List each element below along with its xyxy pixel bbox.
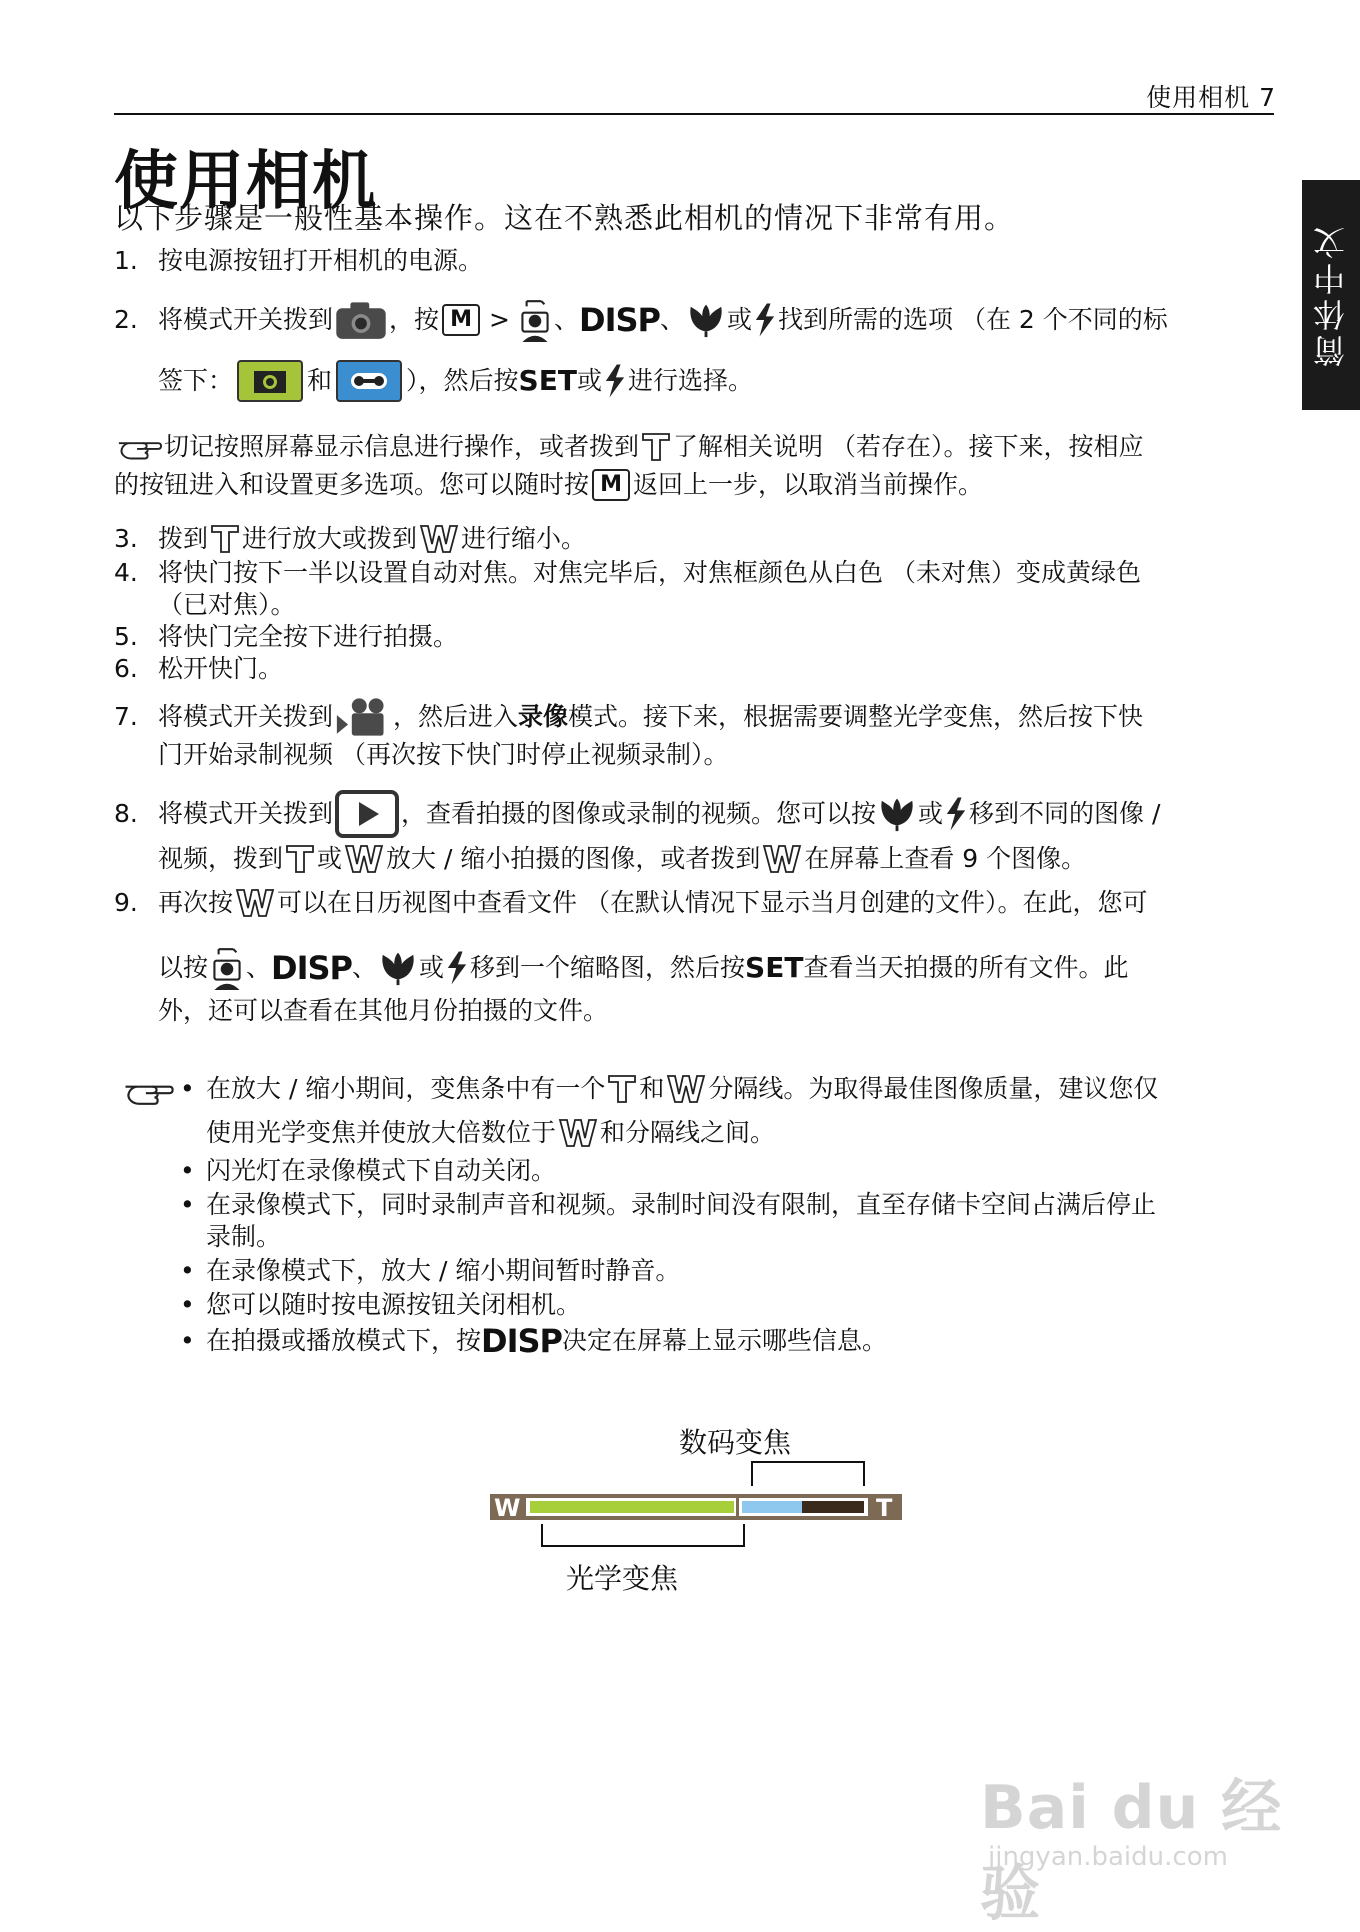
step-5 bbox=[114, 620, 458, 654]
step-text: 将快门完全按下进行拍摄。 bbox=[158, 622, 459, 651]
flash-icon bbox=[945, 797, 967, 831]
step-text: 以按 bbox=[158, 953, 209, 982]
macro-flower-icon bbox=[687, 302, 725, 338]
step-text: 找到所需的选项 （在 2 个不同的标 bbox=[778, 305, 1168, 334]
digital-zoom-bracket bbox=[752, 1462, 864, 1486]
step-text: 模式。接下来，根据需要调整光学变焦，然后按下快 bbox=[568, 702, 1144, 731]
step-number: 1. bbox=[114, 246, 138, 275]
step-text: 查看当天拍摄的所有文件。此 bbox=[803, 953, 1129, 982]
watermark-brand: Bai du 经验 bbox=[980, 1773, 1283, 1929]
zoom-bar-diagram bbox=[490, 1420, 910, 1600]
step-6 bbox=[114, 652, 283, 686]
step-text: 将模式开关拨到 bbox=[158, 702, 334, 731]
step-text: 进行放大或拨到 bbox=[242, 524, 418, 553]
zoom-t-label: T bbox=[876, 1494, 893, 1522]
note-1-line-1 bbox=[114, 430, 1143, 464]
language-tab-label: 简体中文 bbox=[1312, 223, 1350, 367]
flash-icon bbox=[604, 364, 626, 398]
tip-3-continued bbox=[206, 1220, 281, 1254]
step-text: 将模式开关拨到 bbox=[158, 799, 334, 828]
step-number: 4. bbox=[114, 558, 138, 587]
note-text: 切记按照屏幕显示信息进行操作，或者拨到 bbox=[164, 432, 640, 461]
step-text: 视频，拨到 bbox=[158, 844, 284, 873]
camera-icon bbox=[335, 300, 387, 340]
step-number: 2. bbox=[114, 305, 138, 334]
step-text: 或 bbox=[918, 799, 944, 828]
bullet: • bbox=[180, 1074, 195, 1103]
step-text: 再次按 bbox=[158, 888, 234, 917]
face-detect-icon bbox=[518, 298, 552, 342]
step-text: 移到一个缩略图，然后按 bbox=[470, 953, 746, 982]
pointing-hand-icon bbox=[122, 1076, 174, 1106]
step-7-continued bbox=[158, 738, 728, 772]
tip-text: 和分隔线之间。 bbox=[600, 1118, 776, 1147]
step-text: ，按 bbox=[389, 305, 440, 334]
step-text: 将快门按下一半以设置自动对焦。对焦完毕后，对焦框颜色从白色 （未对焦）变成黄绿色 bbox=[158, 558, 1141, 587]
tip-text: 决定在屏幕上显示哪些信息。 bbox=[561, 1326, 887, 1355]
bullet: • bbox=[180, 1326, 195, 1355]
watermark-url: jingyan.baidu.com bbox=[988, 1842, 1228, 1872]
step-text: 或 bbox=[576, 366, 602, 395]
step-8 bbox=[114, 790, 1160, 838]
tele-t-icon bbox=[285, 844, 315, 874]
step-text: 和 bbox=[307, 366, 333, 395]
step-text: 在屏幕上查看 9 个图像。 bbox=[804, 844, 1087, 873]
bullet: • bbox=[180, 1256, 195, 1285]
baidu-watermark bbox=[980, 1720, 1320, 1929]
step-text: ），然后按 bbox=[406, 366, 519, 395]
tip-text: 在录像模式下，放大 / 缩小期间暂时静音。 bbox=[206, 1256, 681, 1285]
disp-button-label: DISP bbox=[271, 949, 352, 987]
step-text: 、 bbox=[246, 953, 272, 982]
tip-text: 闪光灯在录像模式下自动关闭。 bbox=[206, 1156, 557, 1185]
step-number: 5. bbox=[114, 622, 138, 651]
step-text: 、 bbox=[553, 305, 579, 334]
note-text: 了解相关说明 （若存在）。接下来，按相应 bbox=[673, 432, 1144, 461]
header-rule bbox=[114, 113, 1274, 115]
step-9 bbox=[114, 886, 1147, 920]
step-9-continued bbox=[158, 946, 1128, 990]
step-text: 、 bbox=[352, 953, 378, 982]
step-text: 松开快门。 bbox=[158, 654, 284, 683]
face-detect-icon bbox=[210, 946, 244, 990]
note-text: 返回上一步，以取消当前操作。 bbox=[633, 470, 984, 499]
wide-w-icon bbox=[558, 1118, 598, 1148]
disp-button-label: DISP bbox=[481, 1322, 562, 1360]
playback-icon bbox=[335, 790, 399, 838]
tip-1 bbox=[180, 1072, 1158, 1106]
tip-4 bbox=[180, 1254, 680, 1288]
step-4-continued bbox=[158, 588, 296, 622]
step-text: 或 bbox=[317, 844, 343, 873]
step-text: 或 bbox=[726, 305, 752, 334]
tip-6 bbox=[180, 1324, 887, 1358]
step-text: 签下： bbox=[158, 366, 234, 395]
step-text-bold: 录像 bbox=[518, 702, 569, 731]
optical-zoom-bracket bbox=[542, 1524, 744, 1546]
step-text: 拨到 bbox=[158, 524, 209, 553]
step-1 bbox=[114, 244, 483, 278]
bullet: • bbox=[180, 1290, 195, 1319]
step-text: 进行缩小。 bbox=[461, 524, 587, 553]
step-text: 放大 / 缩小拍摄的图像，或者拨到 bbox=[386, 844, 761, 873]
step-text: （已对焦）。 bbox=[158, 590, 296, 619]
bullet: • bbox=[180, 1190, 195, 1219]
optical-zoom-label: 光学变焦 bbox=[565, 1562, 679, 1595]
bullet: • bbox=[180, 1156, 195, 1185]
wide-w-icon bbox=[235, 888, 275, 918]
step-text: ，然后进入 bbox=[393, 702, 519, 731]
tip-text: 录制。 bbox=[206, 1222, 282, 1251]
note-1-line-2 bbox=[114, 468, 983, 502]
step-number: 8. bbox=[114, 799, 138, 828]
step-number: 7. bbox=[114, 702, 138, 731]
step-text: 外，还可以查看在其他月份拍摄的文件。 bbox=[158, 996, 609, 1025]
step-number: 9. bbox=[114, 888, 138, 917]
step-text: 、 bbox=[659, 305, 685, 334]
step-text: 门开始录制视频 （再次按下快门时停止视频录制）。 bbox=[158, 740, 729, 769]
step-8-continued bbox=[158, 842, 1086, 876]
step-text: 进行选择。 bbox=[627, 366, 753, 395]
step-3 bbox=[114, 522, 586, 556]
tip-2 bbox=[180, 1154, 556, 1188]
section-intro: 以下步骤是一般性基本操作。这在不熟悉此相机的情况下非常有用。 bbox=[114, 201, 1015, 235]
macro-flower-icon bbox=[379, 950, 417, 986]
step-number: 3. bbox=[114, 524, 138, 553]
step-text: 可以在日历视图中查看文件 （在默认情况下显示当月创建的文件）。在此，您可 bbox=[277, 888, 1148, 917]
wide-w-icon bbox=[666, 1074, 706, 1104]
wide-w-icon bbox=[344, 844, 384, 874]
digital-zoom-dark-segment bbox=[802, 1501, 864, 1513]
tip-text: 使用光学变焦并使放大倍数位于 bbox=[206, 1118, 557, 1147]
step-text: 将模式开关拨到 bbox=[158, 305, 334, 334]
menu-m-icon: M bbox=[442, 304, 480, 336]
note-text: 的按钮进入和设置更多选项。您可以随时按 bbox=[114, 470, 590, 499]
set-button-label: SET bbox=[518, 364, 577, 397]
tip-3 bbox=[180, 1188, 1156, 1222]
movie-camera-icon bbox=[335, 696, 391, 738]
zoom-divider bbox=[736, 1498, 739, 1516]
digital-zoom-label: 数码变焦 bbox=[678, 1426, 792, 1459]
optical-zoom-segment bbox=[530, 1501, 734, 1513]
running-header: 使用相机 7 bbox=[1146, 83, 1276, 112]
tele-t-icon bbox=[607, 1074, 637, 1104]
step-text: 或 bbox=[419, 953, 445, 982]
zoom-w-label: W bbox=[494, 1494, 521, 1522]
language-side-tab bbox=[1302, 180, 1360, 410]
tip-text: 和 bbox=[639, 1074, 665, 1103]
digital-zoom-segment bbox=[742, 1501, 802, 1513]
menu-m-icon: M bbox=[592, 469, 630, 501]
wide-w-icon bbox=[762, 844, 802, 874]
tip-text: 您可以随时按电源按钮关闭相机。 bbox=[206, 1290, 582, 1319]
set-button-label: SET bbox=[745, 951, 804, 984]
flash-icon bbox=[754, 303, 776, 337]
tip-text: 分隔线。为取得最佳图像质量，建议您仅 bbox=[708, 1074, 1159, 1103]
tip-1-continued bbox=[206, 1116, 775, 1150]
step-text: ，查看拍摄的图像或录制的视频。您可以按 bbox=[401, 799, 877, 828]
step-text: 按电源按钮打开相机的电源。 bbox=[158, 246, 484, 275]
tab-camera-icon bbox=[237, 360, 303, 402]
step-7 bbox=[114, 696, 1143, 738]
tip-text: 在录像模式下，同时录制声音和视频。录制时间没有限制，直至存储卡空间占满后停止 bbox=[206, 1190, 1157, 1219]
tele-t-icon bbox=[210, 524, 240, 554]
tele-t-icon bbox=[641, 432, 671, 462]
step-2 bbox=[114, 298, 1168, 342]
disp-button-label: DISP bbox=[579, 301, 660, 339]
step-text: 移到不同的图像 / bbox=[969, 799, 1161, 828]
pointing-hand-icon bbox=[116, 433, 162, 461]
flash-icon bbox=[446, 951, 468, 985]
tab-setup-icon bbox=[336, 360, 402, 402]
section-title: 使用相机 bbox=[114, 145, 378, 219]
tip-text: 在拍摄或播放模式下，按 bbox=[206, 1326, 482, 1355]
macro-flower-icon bbox=[878, 796, 916, 832]
step-4 bbox=[114, 556, 1141, 590]
wide-w-icon bbox=[419, 524, 459, 554]
step-text: > bbox=[489, 305, 510, 334]
tip-5 bbox=[180, 1288, 581, 1322]
tip-text: 在放大 / 缩小期间，变焦条中有一个 bbox=[206, 1074, 606, 1103]
step-2-continued bbox=[158, 360, 753, 402]
step-number: 6. bbox=[114, 654, 138, 683]
step-9-continued-2 bbox=[158, 994, 608, 1028]
